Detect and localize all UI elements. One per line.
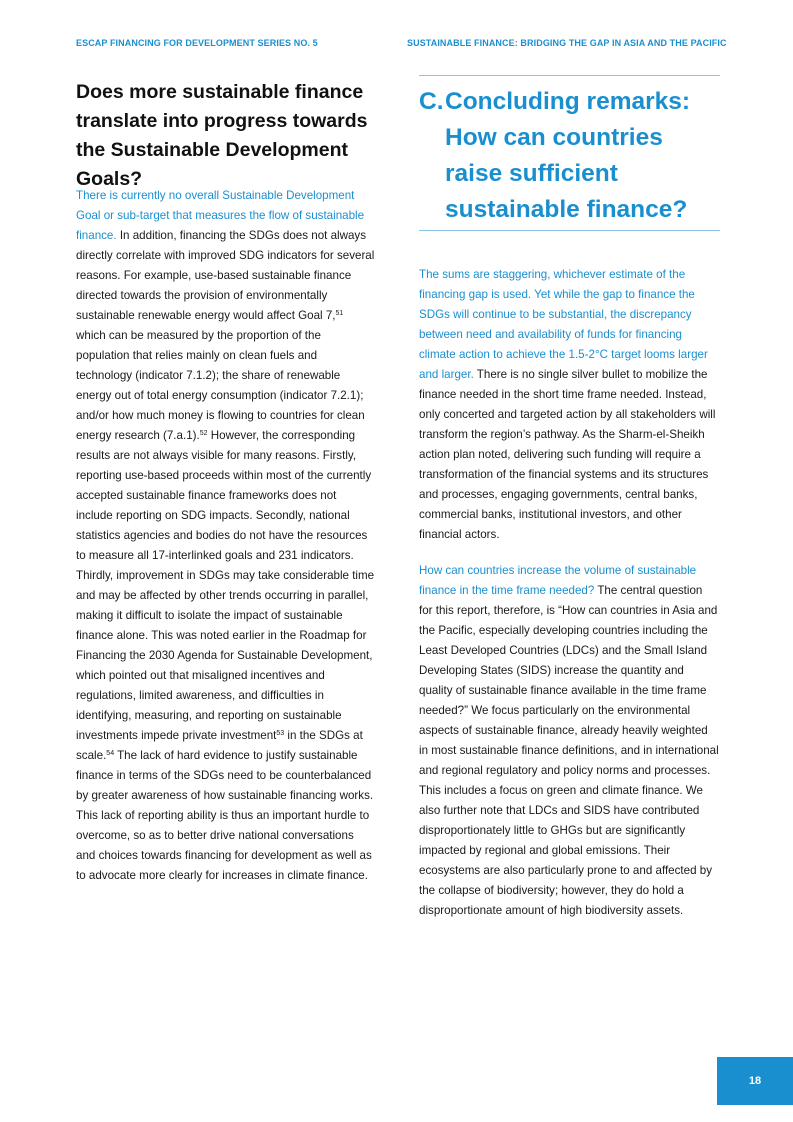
- footnote-ref-52[interactable]: 52: [199, 430, 208, 437]
- footnote-ref-51[interactable]: 51: [335, 310, 344, 317]
- paragraph-text: There is no single silver bullet to mobilize the finance needed in the short time frame needed. Instead, only concerted and targeted action by all stakeholders will transform the region’s pathway. As the Sharm-el-Sheikh action plan noted, delivering such funding will require a transformation of the financial systems and its structures and processes, engaging governments, central banks, commercial banks, institutional investors, and other financial actors.: [419, 368, 716, 541]
- page-number: 18: [748, 1075, 762, 1087]
- footnote-ref-53[interactable]: 53: [276, 730, 285, 737]
- footnote-ref-54[interactable]: 54: [106, 750, 115, 757]
- paragraph-text: in the SDGs at scale.: [76, 729, 363, 762]
- page-number-badge: [717, 1057, 793, 1105]
- lead-sentence: How can countries increase the volume of sustainable finance in the time frame needed?: [419, 564, 697, 597]
- section-divider-bottom: [419, 230, 720, 231]
- body-paragraph-sdg-progress: [76, 186, 376, 886]
- body-paragraph-central-question: [419, 561, 719, 921]
- paragraph-text: In addition, financing the SDGs does not always directly correlate with improved SDG indicators for several reasons. For example, use-based sustainable finance directed towards the provision of environmentally sustainable renewable energy would affect Goal 7,: [76, 229, 375, 322]
- section-title: Concluding remarks: How can countries raise sufficient sustainable finance?: [445, 88, 691, 223]
- section-heading-sdg-progress: Does more sustainable finance translate into progress towards the Sustainable Development Goals?: [76, 81, 368, 190]
- running-header-left: ESCAP FINANCING FOR DEVELOPMENT SERIES NO. 5: [76, 38, 318, 48]
- paragraph-text: which can be measured by the proportion of the population that relies mainly on clean fuels and technology (indicator 7.1.2); the share of renewable energy out of total energy consumption (indicator 7.2.1); and/or how much money is flowing to countries for clean energy research (7.a.1).: [76, 329, 365, 442]
- paragraph-text: The central question for this report, therefore, is “How can countries in Asia and the Pacific, especially developing countries including the Least Developed Countries (LDCs) and the Small Island Developing States (SIDS) increase the quantity and quality of sustainable finance available in the time frame needed?” We focus particularly on the environmental aspects of sustainable finance, already heavily weighted in most sustainable finance definitions, and in international and regional regulatory and policy norms and processes. This includes a focus on green and climate finance. We also further note that LDCs and SIDS have contributed disproportionately little to GHGs but are significantly impacted by regional and global emissions. Their ecosystems are also particularly prone to and affected by the collapse of biodiversity; however, they do hold a disproportionate amount of high biodiversity assets.: [419, 584, 719, 917]
- paragraph-text: However, the corresponding results are not always visible for many reasons. Firstly, reporting use-based proceeds within most of the currently accepted sustainable finance frameworks does not include reporting on SDG impacts. Secondly, national statistics agencies and bodies do not have the resources to measure all 17-interlinked goals and 231 indicators. Thirdly, improvement in SDGs may take considerable time and may be affected by other trends occurring in parallel, making it difficult to isolate the impact of sustainable finance alone. This was noted earlier in the Roadmap for Financing the 2030 Agenda for Sustainable Development, which pointed out that misaligned incentives and regulations, limited awareness, and difficulties in identifying, measuring, and reporting on sustainable investments impede private investment: [76, 429, 375, 742]
- section-heading-concluding-remarks: [419, 84, 719, 228]
- running-header-right: SUSTAINABLE FINANCE: BRIDGING THE GAP IN ASIA AND THE PACIFIC: [407, 38, 727, 48]
- section-letter: C.: [419, 88, 444, 115]
- paragraph-text: The lack of hard evidence to justify sustainable finance in terms of the SDGs need to be counterbalanced by greater awareness of how sustainable financing works. This lack of reporting ability is thus an important hurdle to overcome, so as to better drive national conversations and choices towards financing for development as well as to advocate more clearly for increases in climate finance.: [76, 749, 374, 882]
- lead-sentence: There is currently no overall Sustainable Development Goal or sub-target that measures the flow of sustainable finance.: [76, 189, 365, 242]
- section-divider-top: [419, 75, 720, 76]
- body-paragraph-financing-gap: [419, 265, 719, 545]
- lead-sentence: The sums are staggering, whichever estimate of the financing gap is used. Yet while the gap to finance the SDGs will continue to be substantial, the discrepancy between need and availability of funds for financing climate action to achieve the 1.5-2°C target looms larger and larger.: [419, 268, 708, 381]
